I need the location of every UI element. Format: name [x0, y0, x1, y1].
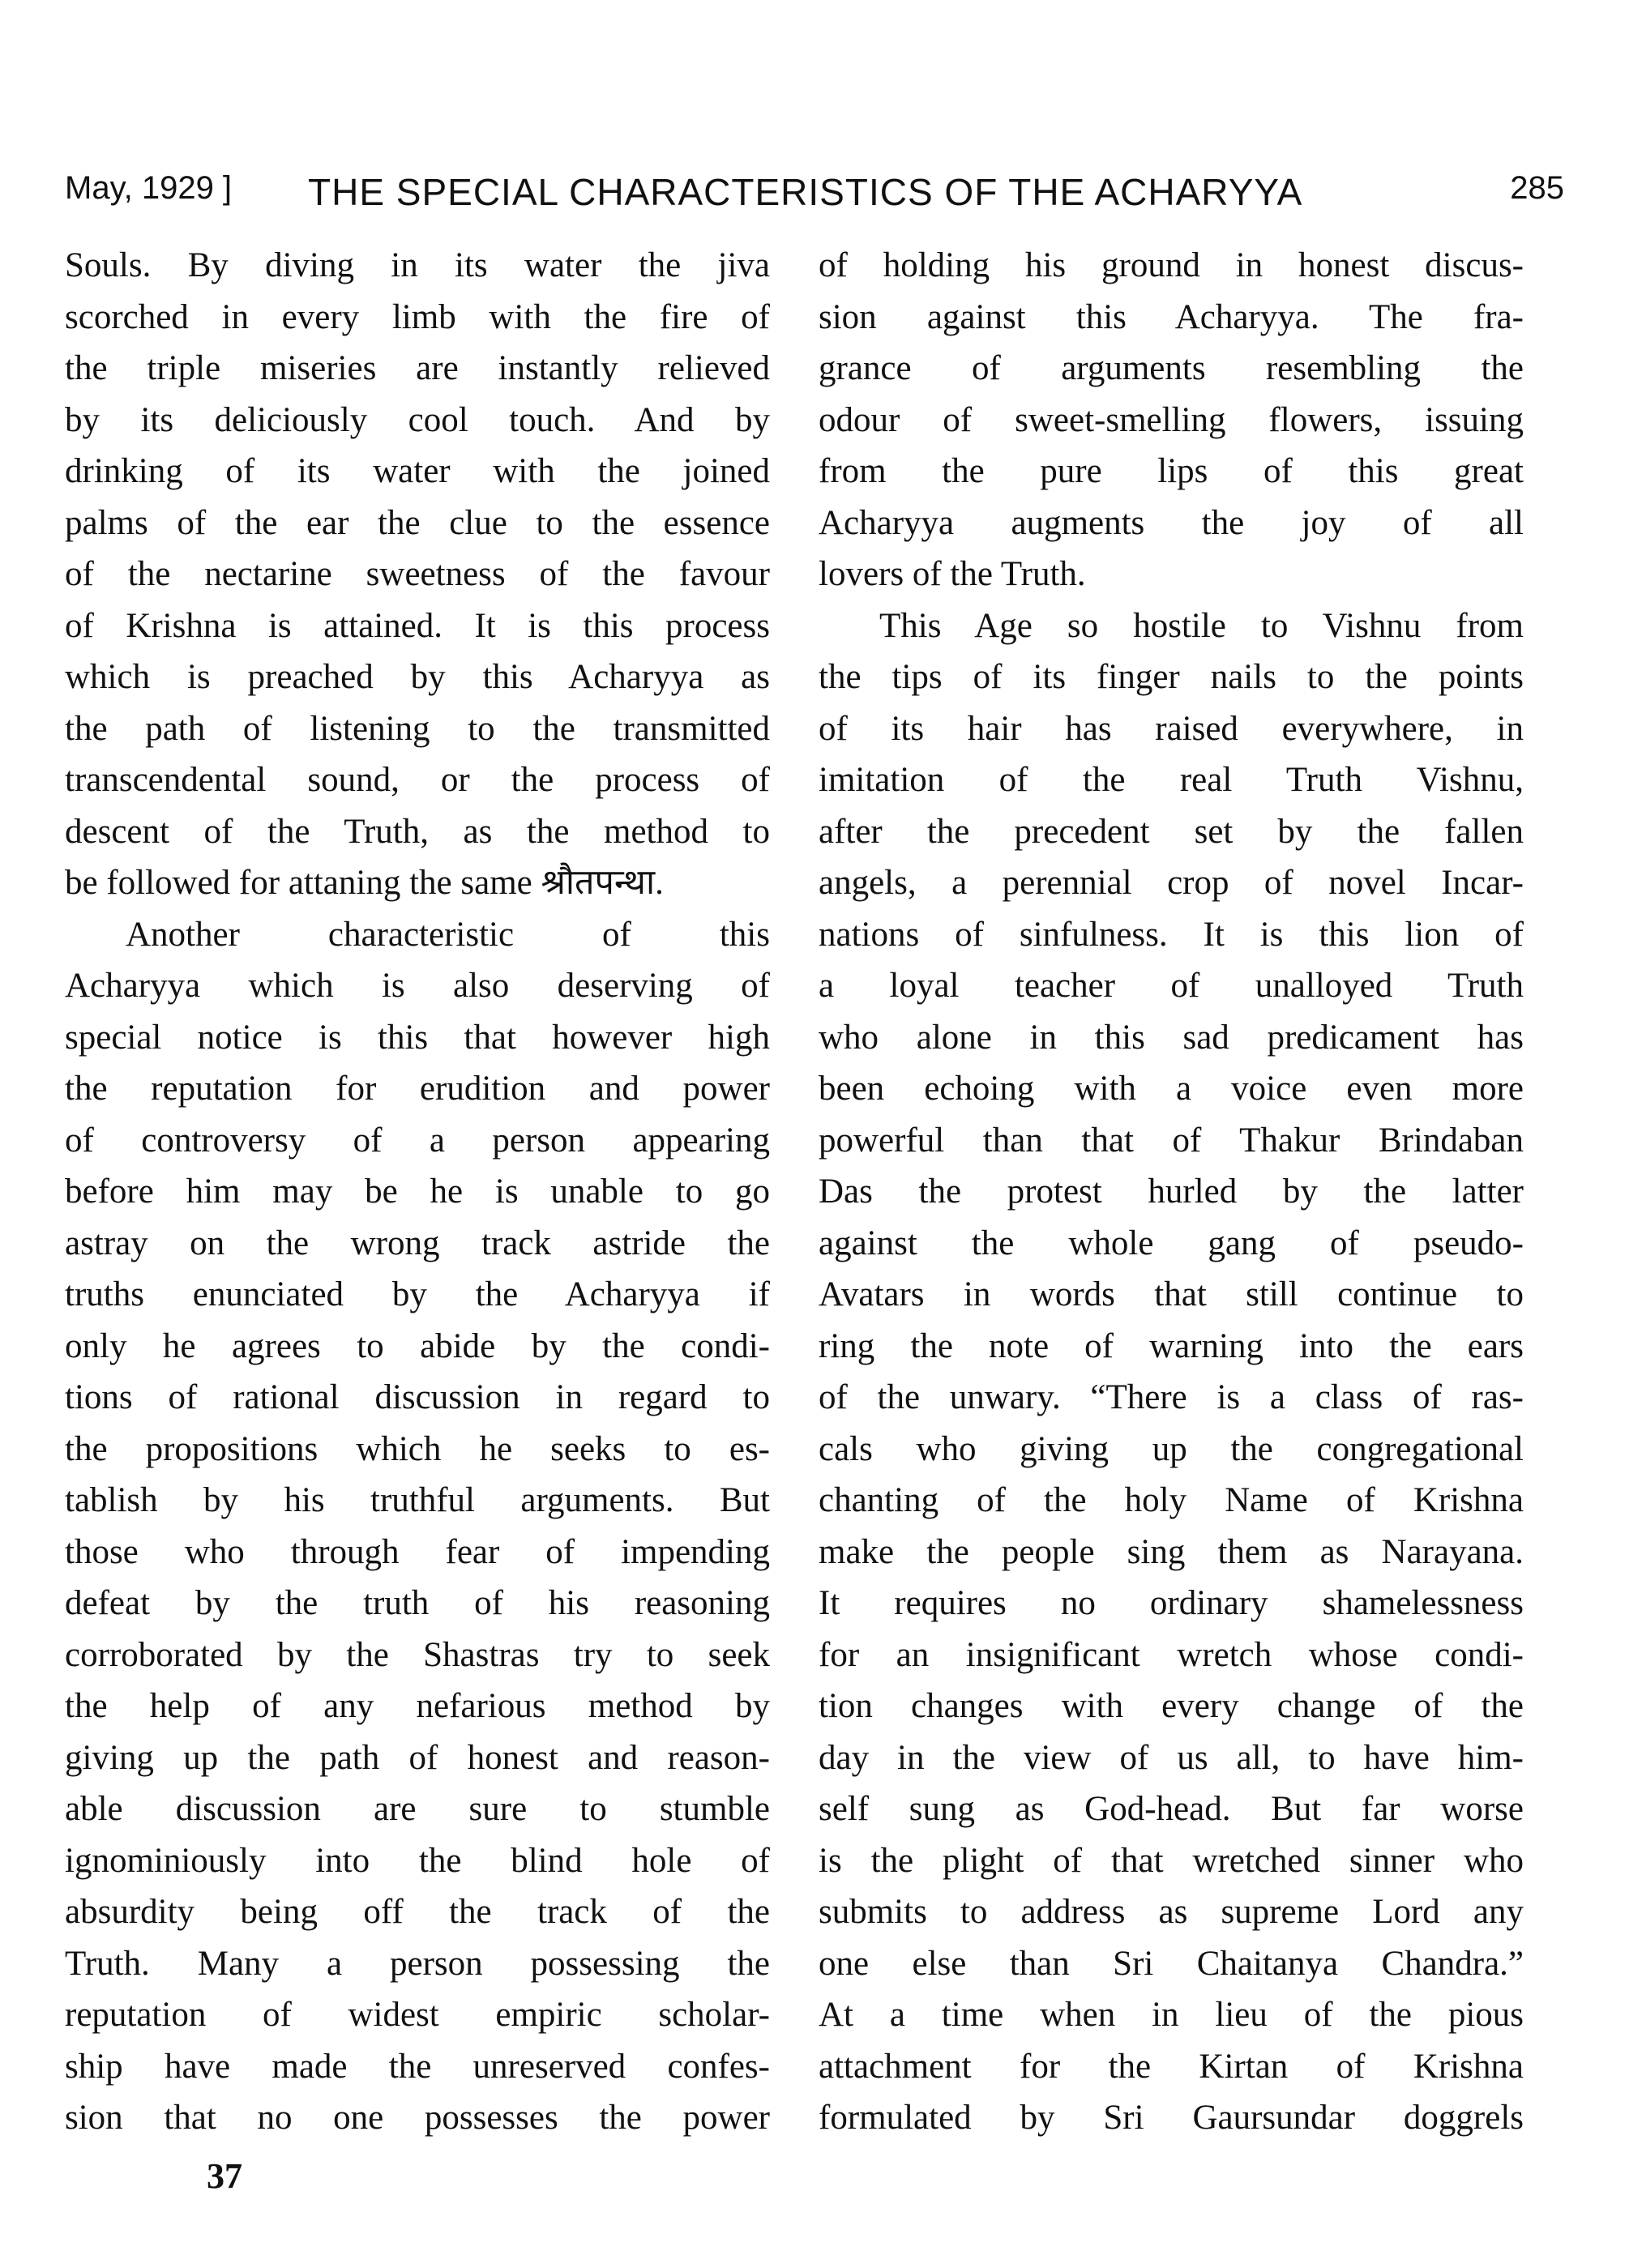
text-line: odour of sweet-smelling flowers, issuing — [819, 400, 1524, 439]
text-line: defeat by the truth of his reasoning — [65, 1584, 770, 1622]
text-line: tions of rational discussion in regard to — [65, 1378, 770, 1416]
text-line: palms of the ear the clue to the essence — [65, 503, 770, 542]
running-title: THE SPECIAL CHARACTERISTICS OF THE ACHARYYA — [308, 171, 1303, 213]
text-line: It requires no ordinary shamelessness — [819, 1584, 1524, 1622]
text-line: of the unwary. “There is a class of ras- — [819, 1378, 1524, 1416]
text-line: of the nectarine sweetness of the favour — [65, 555, 770, 593]
text-line: reputation of widest empiric scholar- — [65, 1996, 770, 2034]
page-number: 285 — [1510, 170, 1564, 206]
text-line: the triple miseries are instantly relieved — [65, 349, 770, 387]
text-line: absurdity being off the track of the — [65, 1893, 770, 1931]
text-line: astray on the wrong track astride the — [65, 1224, 770, 1262]
text-line: ignominiously into the blind hole of — [65, 1841, 770, 1880]
text-line: attachment for the Kirtan of Krishna — [819, 2047, 1524, 2086]
text-line: be followed for attaning the same श्रौतपन्था. — [65, 864, 664, 902]
text-line: of holding his ground in honest discus- — [819, 246, 1524, 284]
text-line: ship have made the unreserved confes- — [65, 2047, 770, 2086]
text-line: of controversy of a person appearing — [65, 1121, 770, 1160]
text-line: the help of any nefarious method by — [65, 1687, 770, 1725]
text-line: Truth. Many a person possessing the — [65, 1944, 770, 1983]
text-line: one else than Sri Chaitanya Chandra.” — [819, 1944, 1524, 1983]
text-line: scorched in every limb with the fire of — [65, 297, 770, 336]
text-line: ring the note of warning into the ears — [819, 1326, 1524, 1365]
running-header — [65, 162, 1564, 219]
text-line: of its hair has raised everywhere, in — [819, 709, 1524, 748]
text-line: those who through fear of impending — [65, 1532, 770, 1571]
text-line: lovers of the Truth. — [819, 555, 1086, 593]
text-line: tablish by his truthful arguments. But — [65, 1481, 770, 1519]
text-line: able discussion are sure to stumble — [65, 1790, 770, 1828]
text-line: which is preached by this Acharyya as — [65, 658, 770, 696]
text-line: cals who giving up the congregational — [819, 1429, 1524, 1468]
text-line: submits to address as supreme Lord any — [819, 1893, 1524, 1931]
text-line: grance of arguments resembling the — [819, 349, 1524, 387]
text-line: of Krishna is attained. It is this process — [65, 606, 770, 645]
text-line: formulated by Sri Gaursundar doggrels — [819, 2099, 1524, 2137]
text-line: the path of listening to the transmitted — [65, 709, 770, 748]
text-line: a loyal teacher of unalloyed Truth — [819, 967, 1524, 1005]
text-line: corroborated by the Shastras try to seek — [65, 1635, 770, 1674]
signature-mark: 37 — [207, 2156, 242, 2196]
text-line: sion that no one possesses the power — [65, 2099, 770, 2137]
text-line: who alone in this sad predicament has — [819, 1018, 1524, 1057]
text-line: angels, a perennial crop of novel Incar- — [819, 864, 1524, 902]
text-line: Another characteristic of this — [126, 915, 770, 954]
text-line: by its deliciously cool touch. And by — [65, 400, 770, 439]
text-line: only he agrees to abide by the condi- — [65, 1326, 770, 1365]
text-line: against the whole gang of pseudo- — [819, 1224, 1524, 1262]
text-line: after the precedent set by the fallen — [819, 812, 1524, 851]
text-line: giving up the path of honest and reason- — [65, 1738, 770, 1777]
left-column — [65, 240, 770, 2144]
text-line: transcendental sound, or the process of — [65, 761, 770, 799]
text-line: before him may be he is unable to go — [65, 1172, 770, 1211]
right-column — [819, 240, 1524, 2144]
text-line: tion changes with every change of the — [819, 1687, 1524, 1725]
text-line: sion against this Acharyya. The fra- — [819, 297, 1524, 336]
issue-date: May, 1929 ] — [65, 170, 233, 206]
text-line: been echoing with a voice even more — [819, 1070, 1524, 1108]
text-line: special notice is this that however high — [65, 1018, 770, 1057]
text-line: powerful than that of Thakur Brindaban — [819, 1121, 1524, 1160]
text-line: Das the protest hurled by the latter — [819, 1172, 1524, 1211]
text-line: the tips of its finger nails to the points — [819, 658, 1524, 696]
text-line: day in the view of us all, to have him- — [819, 1738, 1524, 1777]
text-line: imitation of the real Truth Vishnu, — [819, 761, 1524, 799]
text-line: self sung as God-head. But far worse — [819, 1790, 1524, 1828]
text-line: This Age so hostile to Vishnu from — [879, 606, 1524, 645]
text-line: Acharyya augments the joy of all — [819, 503, 1524, 542]
text-line: nations of sinfulness. It is this lion of — [819, 915, 1524, 954]
text-line: the reputation for erudition and power — [65, 1070, 770, 1108]
text-line: Souls. By diving in its water the jiva — [65, 246, 770, 284]
text-line: is the plight of that wretched sinner who — [819, 1841, 1524, 1880]
text-line: chanting of the holy Name of Krishna — [819, 1481, 1524, 1519]
text-line: At a time when in lieu of the pious — [819, 1996, 1524, 2034]
text-line: from the pure lips of this great — [819, 452, 1524, 490]
text-line: for an insignificant wretch whose condi- — [819, 1635, 1524, 1674]
text-line: descent of the Truth, as the method to — [65, 812, 770, 851]
text-line: Acharyya which is also deserving of — [65, 967, 770, 1005]
text-line: truths enunciated by the Acharyya if — [65, 1275, 770, 1313]
text-line: make the people sing them as Narayana. — [819, 1532, 1524, 1571]
text-line: the propositions which he seeks to es- — [65, 1429, 770, 1468]
text-line: drinking of its water with the joined — [65, 452, 770, 490]
text-line: Avatars in words that still continue to — [819, 1275, 1524, 1313]
